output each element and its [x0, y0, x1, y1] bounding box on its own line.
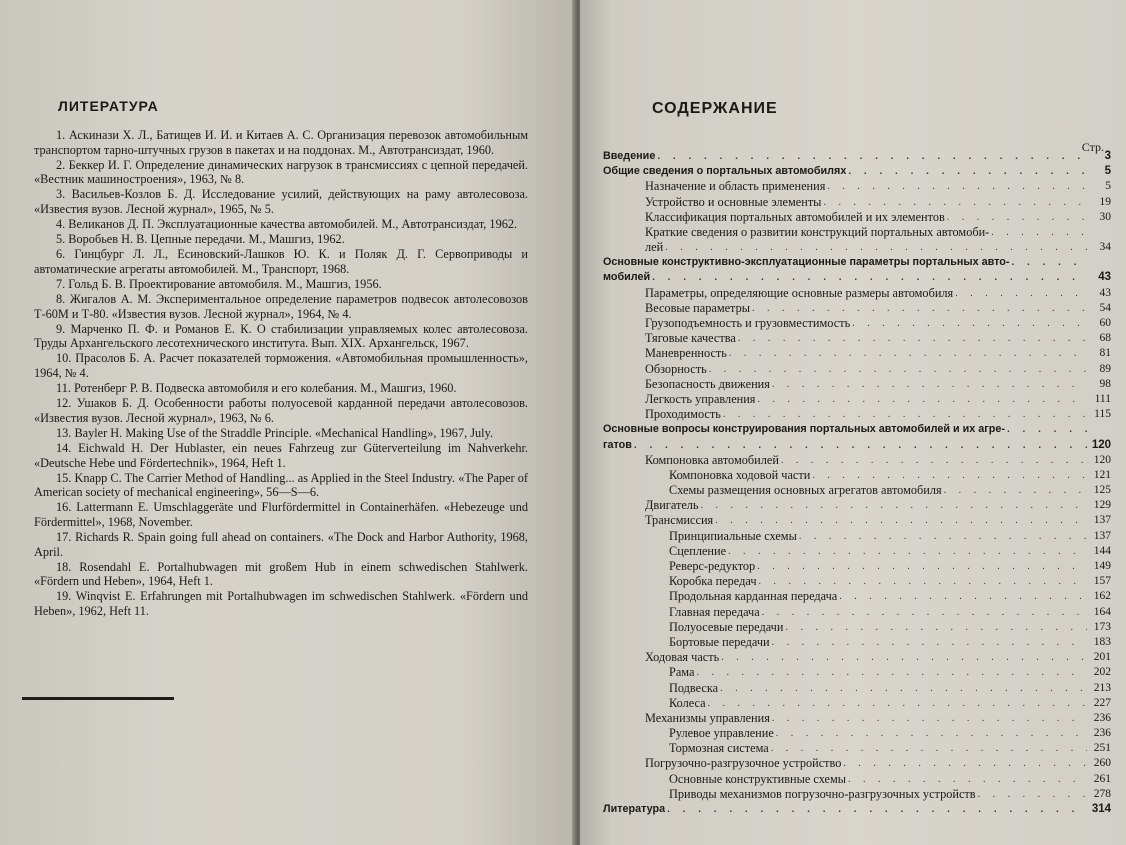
- toc-entry-page: 137: [1093, 529, 1111, 542]
- toc-leader-dots: [947, 210, 1087, 225]
- toc-leader-dots: [665, 240, 1087, 255]
- toc-entry-title: Рама: [669, 665, 695, 680]
- literature-heading: ЛИТЕРАТУРА: [58, 98, 159, 114]
- reference-item: 12. Ушаков Б. Д. Особенности работы полуосевой карданной передачи автолесовозов. «Известия вузов. Лесной журнал», 1963, № 6.: [34, 396, 528, 425]
- toc-leader-dots: [738, 331, 1087, 346]
- reference-item: 3. Васильев-Козлов Б. Д. Исследование усилий, действующих на раму автолесовоза. «Известия вузов. Лесной журнал», 1965, № 5.: [34, 187, 528, 216]
- toc-leader-dots: [723, 407, 1087, 422]
- toc-entry-title: Бортовые передачи: [669, 634, 770, 649]
- toc-entry-title: Назначение и область применения: [645, 179, 826, 194]
- toc-leader-dots: [762, 605, 1087, 620]
- toc-entry: [603, 787, 1111, 802]
- toc-leader-dots: [776, 726, 1087, 741]
- toc-leader-dots: [839, 589, 1087, 604]
- toc-entry: [603, 681, 1111, 696]
- toc-entry: [603, 468, 1111, 483]
- reference-item: 8. Жигалов А. М. Экспериментальное определение параметров подвесок автолесовозов Т-60М и Т-80. «Известия вузов. Лесной журнал», 1964, № 4.: [34, 292, 528, 321]
- reference-item: 18. Rosendahl E. Portalhubwagen mit großem Hub in einem schwedischen Stahlwerk. «Fördern und Heben», 1964, Heft 1.: [34, 559, 528, 589]
- toc-entry-title: гатов: [603, 438, 632, 451]
- toc-leader-dots: [667, 802, 1087, 817]
- toc-leader-dots: [729, 346, 1087, 361]
- toc-entry: [603, 240, 1111, 255]
- reference-item: 2. Беккер И. Г. Определение динамических нагрузок в трансмиссиях с цепной передачей. «Вестник машиностроения», 1963, № 8.: [34, 157, 528, 187]
- toc-entry: [603, 635, 1111, 650]
- toc-entry: [603, 574, 1111, 589]
- toc-leader-dots: [781, 453, 1087, 468]
- reference-item: 6. Гинцбург Л. Л., Есиновский-Лашков Ю. К. и Поляк Д. Г. Сервоприводы и автоматические агрегаты автомобилей. М., Транспорт, 1968.: [34, 247, 528, 276]
- toc-leader-dots: [799, 529, 1087, 544]
- toc-entry-title: Принципиальные схемы: [669, 528, 797, 543]
- toc-entry: [603, 453, 1111, 468]
- toc-entry-page: 137: [1093, 514, 1111, 527]
- toc-entry: [603, 650, 1111, 665]
- toc-leader-dots: [1012, 255, 1088, 270]
- toc-entry-title: Двигатель: [645, 498, 699, 513]
- toc-entry-page: 34: [1099, 241, 1111, 254]
- toc-entry-page: 183: [1093, 635, 1111, 648]
- toc-entry-page: 261: [1093, 772, 1111, 785]
- reference-item: 19. Winqvist E. Erfahrungen mit Portalhubwagen im schwedischen Stahlwerk. «Fördern und Heben», 1962, Heft 11.: [34, 589, 528, 618]
- toc-entry-title: Основные вопросы конструирования портальных автомобилей и их агре-: [603, 423, 1005, 436]
- toc-entry: [603, 346, 1111, 361]
- toc-entry: [603, 772, 1111, 787]
- page-column-label: Стр.: [1081, 140, 1104, 154]
- toc-entry-title: Основные конструктивно-эксплуатационные параметры портальных авто-: [603, 256, 1010, 269]
- toc-entry-title: Механизмы управления: [645, 710, 770, 725]
- toc-entry: [603, 711, 1111, 726]
- toc-entry-page: 236: [1093, 727, 1111, 740]
- toc-leader-dots: [728, 544, 1087, 559]
- toc-entry-title: Безопасность движения: [645, 376, 770, 391]
- toc-entry-title: Трансмиссия: [645, 513, 714, 528]
- toc-entry-title: Введение: [603, 149, 656, 162]
- toc-entry-page: 43: [1099, 286, 1111, 299]
- toc-entry: [603, 210, 1111, 225]
- toc-leader-dots: [944, 483, 1087, 498]
- reference-item: 10. Прасолов Б. А. Расчет показателей торможения. «Автомобильная промышленность», 1964, № 4.: [34, 351, 528, 380]
- toc-entry-title: Компоновка автомобилей: [645, 452, 779, 467]
- toc-entry-title: Устройство и основные элементы: [645, 194, 822, 209]
- toc-entry: [603, 179, 1111, 194]
- toc-entry-page: 144: [1093, 544, 1111, 557]
- toc-entry-page: 98: [1099, 377, 1111, 390]
- toc-entry-title: Легкость управления: [645, 391, 756, 406]
- toc-entry: [603, 149, 1111, 164]
- toc-leader-dots: [720, 681, 1087, 696]
- toc-leader-dots: [696, 665, 1087, 680]
- toc-entry: [603, 544, 1111, 559]
- toc-entry-page: 149: [1093, 560, 1111, 573]
- toc-entry: [603, 589, 1111, 604]
- reference-list: [34, 128, 528, 619]
- toc-leader-dots: [757, 559, 1087, 574]
- toc-entry-page: 68: [1099, 332, 1111, 345]
- toc-entry: [603, 498, 1111, 513]
- end-rule: [22, 697, 174, 700]
- toc-leader-dots: [852, 316, 1087, 331]
- toc-entry: [603, 392, 1111, 407]
- contents-heading: СОДЕРЖАНИЕ: [652, 100, 778, 117]
- toc-leader-dots: [652, 270, 1087, 285]
- toc-entry: [603, 665, 1111, 680]
- toc-leader-dots: [848, 164, 1087, 179]
- reference-item: 15. Knapp C. The Carrier Method of Handling... as Applied in the Steel Industry. «The Paper of American society of mechanical engineering», 56—S—6.: [34, 470, 528, 500]
- toc-entry: [603, 362, 1111, 377]
- toc-entry-page: 60: [1099, 317, 1111, 330]
- toc-leader-dots: [785, 620, 1087, 635]
- toc-entry-title: Литература: [603, 803, 666, 816]
- right-page: [580, 0, 1126, 845]
- toc-entry: [603, 286, 1111, 301]
- toc-entry-page: 157: [1093, 575, 1111, 588]
- toc-leader-dots: [843, 756, 1087, 771]
- toc-leader-dots: [772, 377, 1087, 392]
- toc-entry: [603, 195, 1111, 210]
- toc-leader-dots: [827, 179, 1087, 194]
- toc-leader-dots: [978, 787, 1087, 802]
- toc-entry-title: Основные конструктивные схемы: [669, 771, 847, 786]
- toc-entry-title: Обзорность: [645, 361, 707, 376]
- toc-entry-title: Коробка передач: [669, 574, 757, 589]
- toc-entry-title: Грузоподъемность и грузовместимость: [645, 316, 851, 331]
- toc-entry-page: 201: [1093, 651, 1111, 664]
- toc-entry: [603, 559, 1111, 574]
- toc-entry-title: мобилей: [603, 271, 651, 284]
- toc-entry: [603, 164, 1111, 179]
- toc-entry: [603, 316, 1111, 331]
- toc-entry: [603, 301, 1111, 316]
- toc-entry: [603, 331, 1111, 346]
- toc-entry-page: 251: [1093, 742, 1111, 755]
- toc-entry-title: Компоновка ходовой части: [669, 467, 811, 482]
- toc-entry: [603, 255, 1111, 270]
- toc-entry-title: Проходимость: [645, 407, 721, 422]
- toc-entry: [603, 529, 1111, 544]
- toc-entry: [603, 483, 1111, 498]
- reference-item: 17. Richards R. Spain going full ahead on containers. «The Dock and Harbor Authority, 1968, April.: [34, 530, 528, 559]
- toc-entry: [603, 696, 1111, 711]
- toc-entry-page: 81: [1099, 347, 1111, 360]
- toc-leader-dots: [1007, 422, 1087, 437]
- toc-entry: [603, 514, 1111, 529]
- reference-item: 13. Bayler H. Making Use of the Straddle Principle. «Mechanical Handling», 1967, July.: [56, 425, 494, 440]
- toc-entry-title: Реверс-редуктор: [669, 559, 756, 574]
- toc-entry-page: 278: [1093, 787, 1111, 800]
- toc-leader-dots: [708, 696, 1087, 711]
- toc-entry: [603, 620, 1111, 635]
- toc-entry: [603, 377, 1111, 392]
- toc-entry-page: 173: [1093, 620, 1111, 633]
- toc-entry-title: Приводы механизмов погрузочно-разгрузочных устройств: [669, 786, 976, 801]
- toc-entry-title: Тяговые качества: [645, 331, 736, 346]
- toc-leader-dots: [955, 286, 1087, 301]
- toc-entry: [603, 422, 1111, 437]
- toc-entry-title: Погрузочно-разгрузочное устройство: [645, 756, 842, 771]
- toc-entry-page: 120: [1093, 453, 1111, 466]
- toc-leader-dots: [772, 711, 1087, 726]
- reference-item: 7. Гольд Б. В. Проектирование автомобиля. М., Машгиз, 1956.: [56, 276, 382, 291]
- toc-leader-dots: [709, 362, 1087, 377]
- toc-entry-page: 129: [1093, 499, 1111, 512]
- toc-entry: [603, 225, 1111, 240]
- toc-leader-dots: [991, 225, 1087, 240]
- toc-leader-dots: [721, 650, 1087, 665]
- toc-entry-page: 314: [1091, 803, 1111, 816]
- toc-leader-dots: [823, 195, 1087, 210]
- toc-entry: [603, 802, 1111, 817]
- toc-entry-page: 89: [1099, 362, 1111, 375]
- toc-entry-page: 30: [1099, 210, 1111, 223]
- toc-entry-title: Маневренность: [645, 346, 727, 361]
- toc-entry-title: Сцепление: [669, 543, 727, 558]
- toc-entry: [603, 407, 1111, 422]
- toc-entry-page: 5: [1105, 180, 1111, 193]
- toc-entry-title: Классификация портальных автомобилей и их элементов: [645, 209, 945, 224]
- toc-leader-dots: [848, 772, 1087, 787]
- toc-entry-page: 213: [1093, 681, 1111, 694]
- toc-entry-title: Полуосевые передачи: [669, 619, 784, 634]
- toc-entry-page: 5: [1104, 165, 1111, 178]
- toc-entry-page: 121: [1093, 468, 1111, 481]
- toc-leader-dots: [715, 513, 1087, 528]
- reference-item: 5. Воробьев Н. В. Цепные передачи. М., Машгиз, 1962.: [56, 232, 345, 247]
- reference-item: 1. Аскинази Х. Л., Батищев И. И. и Китаев А. С. Организация перевозок автомобильным транспортом тарно-штучных грузов в пакетах и на поддонах. М., Автотрансиздат, 1960.: [34, 128, 528, 157]
- toc-leader-dots: [701, 498, 1087, 513]
- toc-entry-title: Весовые параметры: [645, 300, 750, 315]
- toc-leader-dots: [812, 468, 1087, 483]
- reference-item: 4. Великанов Д. П. Эксплуатационные качества автомобилей. М., Автотрансиздат, 1962.: [56, 217, 518, 232]
- toc-entry-title: Тормозная система: [669, 741, 769, 756]
- toc-entry-page: 120: [1091, 438, 1111, 451]
- toc-entry-page: 115: [1094, 408, 1111, 421]
- toc-entry-page: 260: [1093, 757, 1111, 770]
- toc-leader-dots: [752, 301, 1087, 316]
- toc-entry-title: Общие сведения о портальных автомобилях: [603, 165, 847, 178]
- reference-item: 16. Lattermann E. Umschlaggeräte und Flurfördermittel in Containerhäfen. «Hebezeuge und Fördermittel», 1968, November.: [34, 500, 528, 529]
- toc-leader-dots: [757, 392, 1087, 407]
- toc-entry-page: 227: [1093, 696, 1111, 709]
- toc-entry-page: 43: [1098, 271, 1111, 284]
- toc-entry-page: 19: [1099, 195, 1111, 208]
- reference-item: 14. Eichwald H. Der Hublaster, ein neues Fahrzeug zur Güterverteilung im Nahverkehr. «Deutsche Hebe und Fördertechnik», 1964, Heft 1.: [34, 440, 528, 470]
- toc-entry-title: Рулевое управление: [669, 726, 774, 741]
- reference-item: 9. Марченко П. Ф. и Романов Е. К. О стабилизации управляемых колес автолесовоза. Труды Архангельского лесотехнического института. Вып. XIX. Архангельск, 1967.: [34, 321, 528, 351]
- toc-entry-title: Схемы размещения основных агрегатов автомобиля: [669, 483, 942, 498]
- toc-entry-page: 164: [1093, 605, 1111, 618]
- toc-entry: [603, 757, 1111, 772]
- toc-entry: [603, 741, 1111, 756]
- toc-entry-title: Колеса: [669, 695, 706, 710]
- toc-leader-dots: [772, 635, 1087, 650]
- toc-entry-page: 236: [1093, 711, 1111, 724]
- toc-leader-dots: [759, 574, 1087, 589]
- toc-entry-title: Продольная карданная передача: [669, 589, 838, 604]
- toc-entry-title: лей: [645, 240, 664, 255]
- toc-entry-title: Ходовая часть: [645, 650, 720, 665]
- toc-entry: [603, 438, 1111, 453]
- toc-entry-title: Подвеска: [669, 680, 719, 695]
- table-of-contents: [603, 149, 1111, 817]
- toc-entry: [603, 271, 1111, 286]
- toc-entry-title: Главная передача: [669, 604, 760, 619]
- toc-leader-dots: [634, 438, 1087, 453]
- toc-entry-page: 3: [1104, 149, 1111, 162]
- reference-item: 11. Ротенберг Р. В. Подвеска автомобиля и его колебания. М., Машгиз, 1960.: [56, 381, 457, 396]
- toc-leader-dots: [657, 149, 1087, 164]
- toc-entry-page: 162: [1093, 590, 1111, 603]
- toc-entry-page: 202: [1093, 666, 1111, 679]
- toc-entry-title: Краткие сведения о развитии конструкций портальных автомоби-: [645, 224, 990, 239]
- toc-entry-title: Параметры, определяющие основные размеры автомобиля: [645, 285, 954, 300]
- toc-entry-page: 54: [1099, 301, 1111, 314]
- toc-entry-page: 125: [1093, 484, 1111, 497]
- toc-entry: [603, 726, 1111, 741]
- toc-entry: [603, 605, 1111, 620]
- toc-leader-dots: [771, 741, 1087, 756]
- toc-entry-page: 111: [1094, 392, 1111, 405]
